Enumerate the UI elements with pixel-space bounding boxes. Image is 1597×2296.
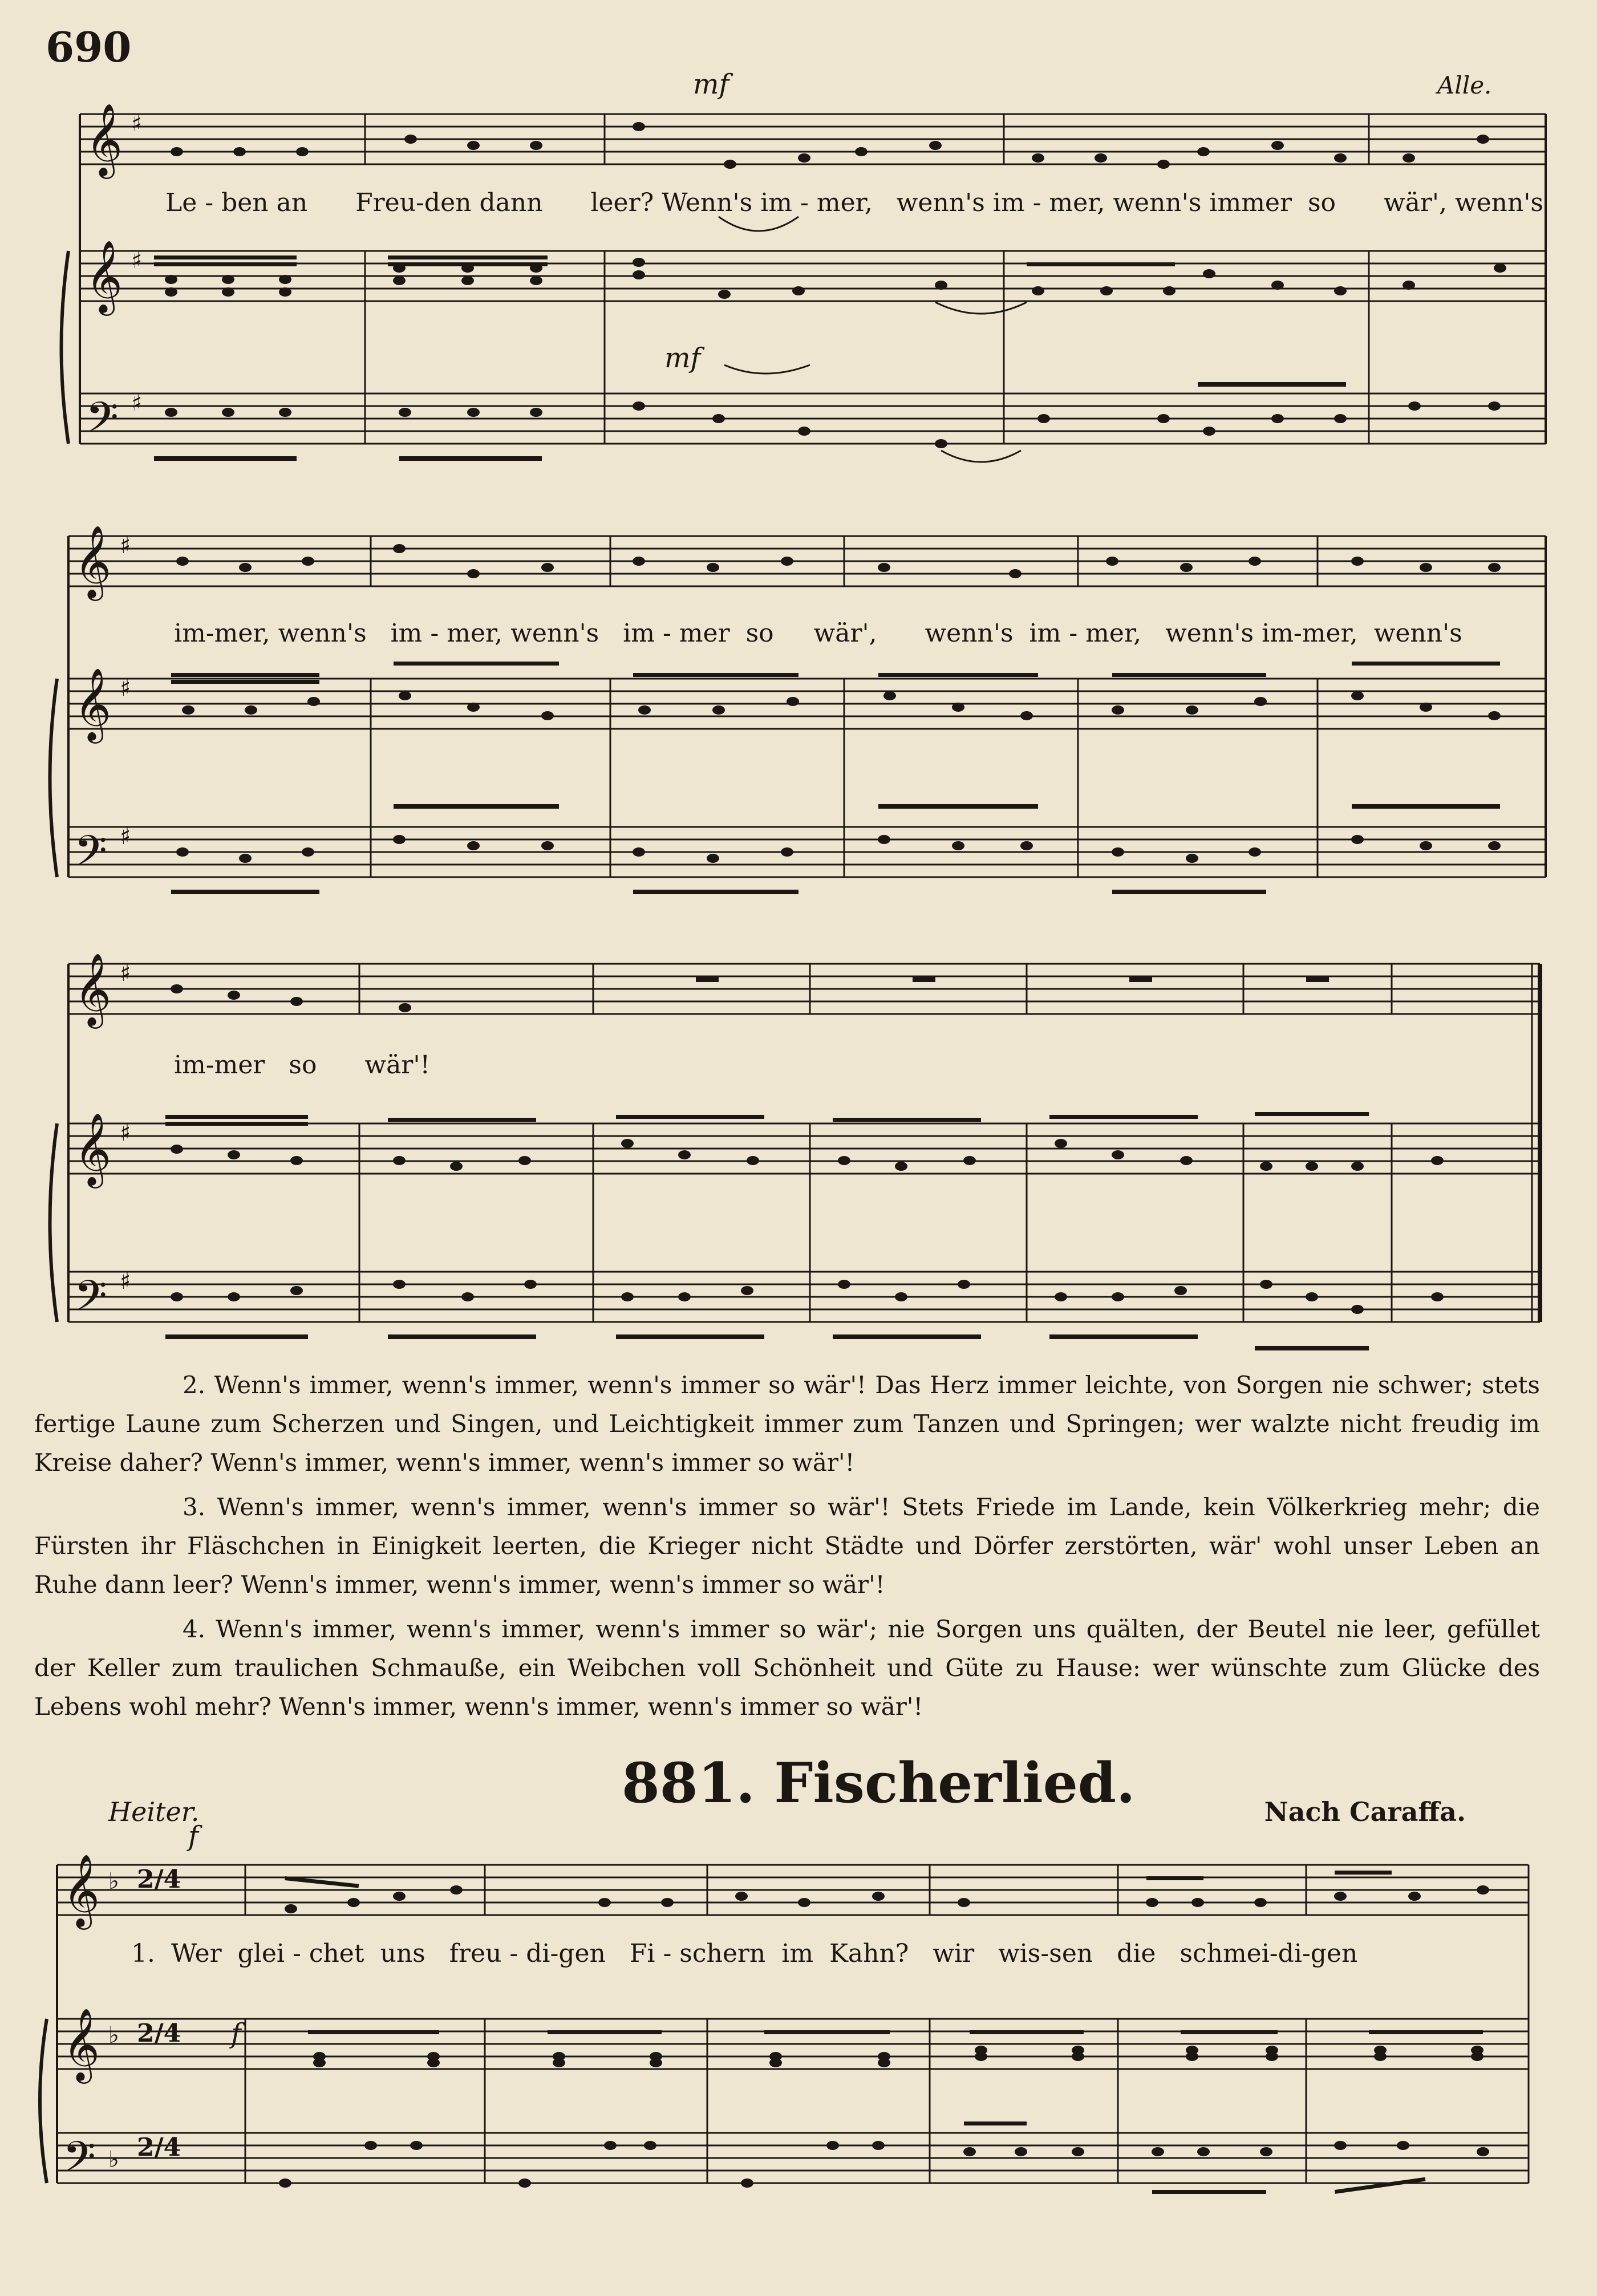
svg-text:♯: ♯ [131, 390, 143, 416]
svg-text:♯: ♯ [131, 248, 143, 274]
stanza-2: 2. Wenn's immer, wenn's immer, wenn's immer so wär'! Das Herz immer leichte, von Sorgen nie schwer; stets fertige Laune zum Scherzen und Singen, und Leichtigkeit immer zum Tanzen und Springen; wer walzte nicht freudig im Kreise daher? Wenn's immer, wenn's immer, wenn's immer so wär'! [34, 1371, 1540, 1476]
composer-credit: Nach Caraffa. [1264, 1796, 1466, 1827]
music-system-1 [0, 97, 1597, 468]
dynamic-f-piano: f [231, 2018, 241, 2050]
svg-text:♯: ♯ [120, 675, 131, 701]
svg-text:♯: ♯ [120, 824, 131, 850]
dynamic-mf-voice: mf [693, 68, 729, 100]
stanza-3: 3. Wenn's immer, wenn's immer, wenn's immer so wär'! Stets Friede im Lande, kein Völkerkrieg mehr; die Fürsten ihr Fläschchen in Einigkeit leerten, die Krieger nicht Städte und Dörfer zerstörten, wär' wohl unser Leben an Ruhe dann leer? Wenn's immer, wenn's immer, wenn's immer so wär'! [34, 1493, 1540, 1599]
svg-text:♯: ♯ [120, 960, 131, 987]
svg-text:𝄞: 𝄞 [86, 103, 123, 176]
music-system-3 [0, 947, 1597, 1357]
page-number: 690 [46, 23, 132, 71]
song-title: 881. Fischerlied. [622, 1751, 1136, 1815]
time-signature-voice: 2/4 [137, 1865, 181, 1894]
svg-text:𝄞: 𝄞 [63, 2007, 100, 2080]
svg-text:𝄢: 𝄢 [74, 826, 107, 886]
time-signature-treble: 2/4 [137, 2019, 181, 2048]
additional-stanzas [34, 1366, 1540, 1732]
svg-text:𝄞: 𝄞 [63, 1853, 100, 1926]
svg-text:𝄢: 𝄢 [86, 393, 119, 453]
tempo-marking: Heiter. [108, 1796, 200, 1827]
svg-text:♭: ♭ [108, 2022, 119, 2048]
svg-text:𝄞: 𝄞 [74, 667, 112, 740]
dynamic-f-voice: f [188, 1820, 198, 1852]
svg-text:𝄞: 𝄞 [74, 1112, 112, 1185]
svg-text:♯: ♯ [120, 1120, 131, 1146]
lyrics-fischerlied: 1. Wer glei - chet uns freu - di-gen Fi - schern im Kahn? wir wis-sen die schmei-di-gen [131, 1939, 1358, 1968]
svg-text:♭: ♭ [108, 1868, 119, 1895]
svg-text:♭: ♭ [108, 2147, 119, 2173]
svg-text:𝄢: 𝄢 [74, 1271, 107, 1331]
music-system-2 [0, 519, 1597, 895]
svg-text:𝄞: 𝄞 [74, 952, 112, 1025]
svg-text:♯: ♯ [120, 533, 131, 559]
svg-text:𝄞: 𝄞 [74, 525, 112, 598]
stanza-4: 4. Wenn's immer, wenn's immer, wenn's immer so wär'; nie Sorgen uns quälten, der Beutel nie leer, gefüllet der Keller zum traulichen Schmauße, ein Weibchen voll Schönheit und Güte zu Hause: wer wünschte zum Glücke des Lebens wohl mehr? Wenn's immer, wenn's immer, wenn's immer so wär'! [34, 1615, 1540, 1721]
dynamic-mf-piano: mf [664, 342, 701, 374]
svg-text:♯: ♯ [131, 111, 143, 137]
lyrics-line-2: im-mer, wenn's im - mer, wenn's im - mer so wär', wenn's im - mer, wenn's im-mer, wenn's [174, 619, 1462, 648]
svg-text:𝄞: 𝄞 [86, 240, 123, 313]
svg-text:𝄢: 𝄢 [63, 2132, 96, 2192]
lyrics-line-3: im-mer so wär'! [174, 1050, 431, 1080]
lyrics-line-1: Le - ben an Freu-den dann leer? Wenn's im - mer, wenn's im - mer, wenn's immer so wär', wenn's [165, 188, 1544, 217]
svg-text:♯: ♯ [120, 1268, 131, 1295]
tutti-marking: Alle. [1437, 71, 1492, 99]
time-signature-bass: 2/4 [137, 2133, 181, 2162]
